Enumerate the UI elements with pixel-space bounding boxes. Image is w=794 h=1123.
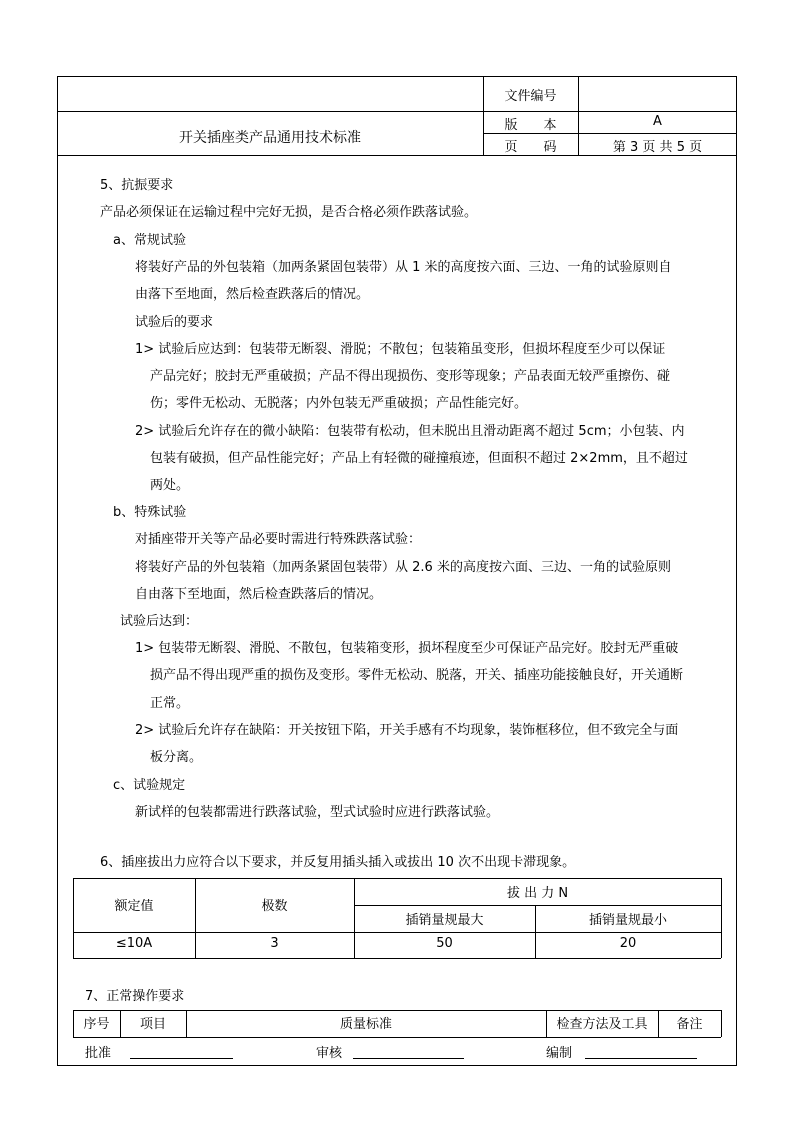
table6-rule-2 <box>73 932 721 933</box>
table7-header-item: 项目 <box>139 1017 166 1032</box>
table6-rule-mid <box>354 905 721 906</box>
table6-header-rated: 额定值 <box>114 899 154 914</box>
page-value: 第 3 页 共 5 页 <box>612 140 703 155</box>
section6-heading: 6、插座拔出力应符合以下要求，并反复用插头插入或拔出 10 次不出现卡滞现象。 <box>100 855 576 870</box>
table7-rule-top <box>73 1010 721 1011</box>
section5c-heading: c、试验规定 <box>113 778 186 793</box>
page-label: 页 码 <box>504 140 557 155</box>
table7-header-remark: 备注 <box>676 1017 703 1032</box>
table6-cell-max: 50 <box>436 936 453 951</box>
table7-col-5 <box>721 1010 722 1037</box>
section5b-req1-line1: 1> 包装带无断裂、滑脱、不散包，包装箱变形，损坏程度至少可保证产品完好。胶封无严重破 <box>135 641 679 656</box>
table6-rule-top <box>73 878 721 879</box>
footer-approve-label: 批准 <box>85 1046 112 1061</box>
table6-cell-min: 20 <box>619 936 637 951</box>
table7-header-no: 序号 <box>83 1017 110 1032</box>
section5b-req-heading: 试验后达到： <box>120 614 199 629</box>
section5a-req1-line1: 1> 试验后应达到：包装带无断裂、滑脱；不散包；包装箱虽变形，但损坏程度至少可以保证 <box>135 342 666 357</box>
table6-cell-poles: 3 <box>270 936 279 951</box>
section5b-text-2: 将装好产品的外包装箱（加两条紧固包装带）从 2.6 米的高度按六面、三边、一角的试验原则 <box>135 560 671 575</box>
section5b-req1-line2: 损产品不得出现严重的损伤及变形。零件无松动、脱落，开关、插座功能接触良好，开关通断 <box>150 668 684 683</box>
table6-cell-rated: ≤10A <box>115 936 153 951</box>
footer-compile-line[interactable] <box>585 1058 697 1059</box>
table7-header-method: 检查方法及工具 <box>556 1017 648 1032</box>
table6-header-force: 拔 出 力 N <box>506 886 569 901</box>
table6-header-max: 插销量规最大 <box>405 913 484 928</box>
section5a-heading: a、常规试验 <box>113 233 186 248</box>
section5a-text-2: 由落下至地面，然后检查跌落后的情况。 <box>135 287 370 302</box>
version-value: A <box>653 114 662 129</box>
section5a-req2-line1: 2> 试验后允许存在的微小缺陷：包装带有松动，但未脱出且滑动距离不超过 5cm；小包装、内 <box>135 424 685 439</box>
doc-number-label: 文件编号 <box>504 89 557 104</box>
version-label: 版 本 <box>504 118 557 133</box>
section5a-req2-line2: 包装有破损，但产品性能完好；产品上有轻微的碰撞痕迹，但面积不超过 2×2mm，且不超过 <box>150 451 688 466</box>
table7-header-standard: 质量标准 <box>339 1017 392 1032</box>
section5c-text-1: 新试样的包装都需进行跌落试验，型式试验时应进行跌落试验。 <box>135 805 500 820</box>
section5b-req2-line2: 板分离。 <box>150 750 203 765</box>
section5-heading: 5、抗振要求 <box>100 178 174 193</box>
section5b-heading: b、特殊试验 <box>113 505 187 520</box>
footer-compile-label: 编制 <box>546 1046 573 1061</box>
section7-heading: 7、正常操作要求 <box>85 989 185 1004</box>
section5a-req1-line3: 伤；零件无松动、无脱落；内外包装无严重破损；产品性能完好。 <box>150 396 528 411</box>
section5a-req-heading: 试验后的要求 <box>135 315 214 330</box>
section5b-req2-line1: 2> 试验后允许存在缺陷：开关按钮下陷，开关手感有不均现象，装饰框移位，但不致完全与面 <box>135 723 679 738</box>
header-rule-1 <box>57 111 737 112</box>
section5-intro: 产品必须保证在运输过程中完好无损，是否合格必须作跌落试验。 <box>100 205 478 220</box>
footer-review-label: 审核 <box>316 1046 343 1061</box>
section5b-text-1: 对插座带开关等产品必要时需进行特殊跌落试验： <box>135 532 422 547</box>
footer-approve-line[interactable] <box>130 1058 233 1059</box>
table6-rule-bottom <box>73 958 721 959</box>
table6-col-4 <box>721 878 722 958</box>
document-title: 开关插座类产品通用技术标准 <box>179 130 361 146</box>
table6-header-poles: 极数 <box>261 899 288 914</box>
section5a-req1-line2: 产品完好；胶封无严重破损；产品不得出现损伤、变形等现象；产品表面无较严重擦伤、碰 <box>150 369 671 384</box>
section5b-req1-line3: 正常。 <box>150 696 190 711</box>
header-rule-3 <box>57 155 737 156</box>
header-rule-2 <box>483 133 737 134</box>
section5b-text-3: 自由落下至地面，然后检查跌落后的情况。 <box>135 587 383 602</box>
section5a-text-1: 将装好产品的外包装箱（加两条紧固包装带）从 1 米的高度按六面、三边、一角的试验原则自 <box>135 260 672 275</box>
footer-review-line[interactable] <box>353 1058 464 1059</box>
section5a-req2-line3: 两处。 <box>150 478 190 493</box>
table6-header-min: 插销量规最小 <box>588 913 667 928</box>
table7-rule-bottom <box>73 1037 721 1038</box>
